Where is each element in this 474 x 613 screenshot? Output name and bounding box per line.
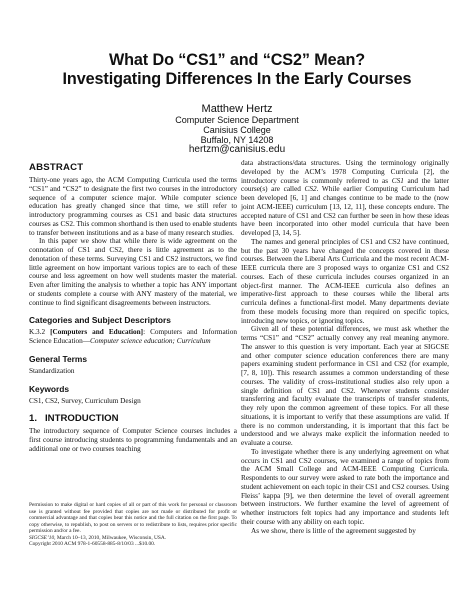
keywords-heading: Keywords (29, 383, 70, 394)
right-p1-cs2: CS2 (304, 185, 317, 194)
right-p1-b: and the latter course(s) are called (241, 176, 449, 194)
author-institution: Canisius College (203, 125, 271, 135)
right-paragraph-2: The names and general principles of CS1 and CS2 have continued, but the past 30 years have changed the concepts covered in these courses. Between the Liberal Arts Curricula and the most recent ACM-IEEE curricula there are 3 proposed ways to organize CS1 and CS2 courses. Each of these curricula includes courses organized in an object-first manner. The ACM-IEEE curricula also defines an imperative-first approach to these courses while the liberal arts curricula defines a functional-first model. Many departments deviate from these models focusing more than required on specific topics, introducing new topics, or ignoring topics. (241, 237, 449, 325)
categories-italic: Computer science education; Curriculum (90, 337, 211, 345)
categories-code: K.3.2 (29, 328, 51, 337)
paper-title-line-2: Investigating Differences In the Early Courses (62, 70, 412, 88)
introduction-title: INTRODUCTION (45, 413, 119, 425)
copyright-footnote (29, 502, 237, 548)
footnote-venue-rest: March 10–13, 2010, Milwaukee, Wisconsin, USA. (55, 534, 167, 541)
footnote-venue: SIGCSE’10, (29, 534, 56, 541)
author-name: Matthew Hertz (201, 103, 273, 115)
right-p1-a: data abstractions/data structures. Using the terminology originally developed by the ACM’s 1978 Computing Curricula [2], the introductory course is commonly referred to as (241, 159, 449, 185)
right-paragraph-5: As we show, there is little of the agreement suggested by (251, 526, 416, 535)
right-paragraph-1 (241, 159, 449, 238)
abstract-paragraph-1: Thirty-one years ago, the ACM Computing Curricula used the terms “CS1” and “CS2” to designate the first two courses in the introductory sequence of a computer science major. While computer science education has greatly changed since that time, we still refer to introductory programming courses as CS1 and basic data structures courses as CS2. This common shorthand is then used to enable students to transfer between institutions and as a base of many research studies. (29, 176, 237, 237)
right-p1-c: . While earlier Computing Curriculum had been developed [6, 1] and changes continue to be made to the (now joint ACM-IEEE) curriculum [13, 12, 11], these concepts endure. The accepted nature of CS1 and CS2 can further be seen in how these ideas have been incorporated into other model curricula that have been developed [3, 14, 5]. (241, 185, 449, 237)
right-p1-cs1: CS1 (391, 176, 404, 185)
general-terms-text: Standardization (29, 366, 75, 375)
right-paragraph-4: To investigate whether there is any underlying agreement on what occurs in CS1 and CS2 courses, we examined a range of topics from the ACM Small College and ACM-IEEE Computing Curricula. Respondents to our survey were asked to rate both the importance and student achievement on each topic in their CS1 and CS2 courses. Using Fleiss’ kappa [9], we then determine the level of overall agreement between instructors. We further examine the level of agreement of whether instructors felt topics had any importance and students left their course with any ability on each topic. (241, 447, 449, 526)
right-paragraph-3: Given all of these potential differences, we must ask whether the terms “CS1” and “CS2” actually convey any real meaning anymore. The answer to this question is very important. Each year at SIGCSE and other computer science education conferences there are many papers examining student performance in CS1 and CS2 (for example, [7, 8, 10]). This research assumes a common understanding of these courses. The validity of cross-institutional studies also rely upon a single definition of CS1 and CS2. Whenever students consider transferring and faculty evaluate the transcripts of transfer students, they rely upon the common agreement of these topics. For all these situations, it is important to verify that these assumptions are valid. If there is no common understanding, it is important that this fact be understood and we always make explicit the information needed to evaluate a course. (241, 325, 449, 447)
abstract-paragraph-2: In this paper we show that while there is wide agreement on the connotation of CS1 and CS2, there is little agreement as to the denotation of these terms. Surveying CS1 and CS2 instructors, we find little agreement on how important various topics are to each of these course and less agreement on how well students master the material. Even after limiting the analysis to whether a topic has ANY important or students complete a course with ANY mastery of the material, we continue to find significant disagreements between instructors. (29, 237, 237, 307)
footnote-permission: Permission to make digital or hard copies of all or part of this work for personal or classroom use is granted without fee provided that copies are not made or distributed for profit or commercial advantage and that copies bear this notice and the full citation on the first page. To copy otherwise, to republish, to post on servers or to redistribute to lists, requires prior specific permission and/or a fee. (29, 502, 237, 534)
author-email[interactable]: hertzm@canisius.edu (188, 144, 286, 155)
categories-rest: : Computers and Information Science Education— (29, 328, 237, 345)
footnote-copyright: Copyright 2010 ACM 978-1-60558-885-8/10/03 ...$10.00. (29, 541, 156, 547)
introduction-number: 1. (29, 413, 38, 425)
introduction-heading (29, 414, 237, 424)
keywords-text: CS1, CS2, Survey, Curriculum Design (29, 396, 141, 405)
general-terms-heading: General Terms (29, 353, 88, 364)
categories-text (29, 328, 237, 346)
author-department: Computer Science Department (175, 115, 299, 125)
right-column (241, 159, 449, 535)
abstract-heading: ABSTRACT (29, 162, 84, 173)
left-column (29, 162, 237, 454)
introduction-paragraph-1: The introductory sequence of Computer Science courses includes a first course introducing students to programming fundamentals and an additional one or two courses teaching (29, 427, 237, 453)
categories-heading: Categories and Subject Descriptors (29, 315, 171, 326)
categories-bold: [Computers and Education] (50, 328, 144, 337)
author-city: Buffalo, NY 14208 (200, 135, 274, 145)
paper-title-line-1: What Do “CS1” and “CS2” Mean? (108, 51, 366, 69)
